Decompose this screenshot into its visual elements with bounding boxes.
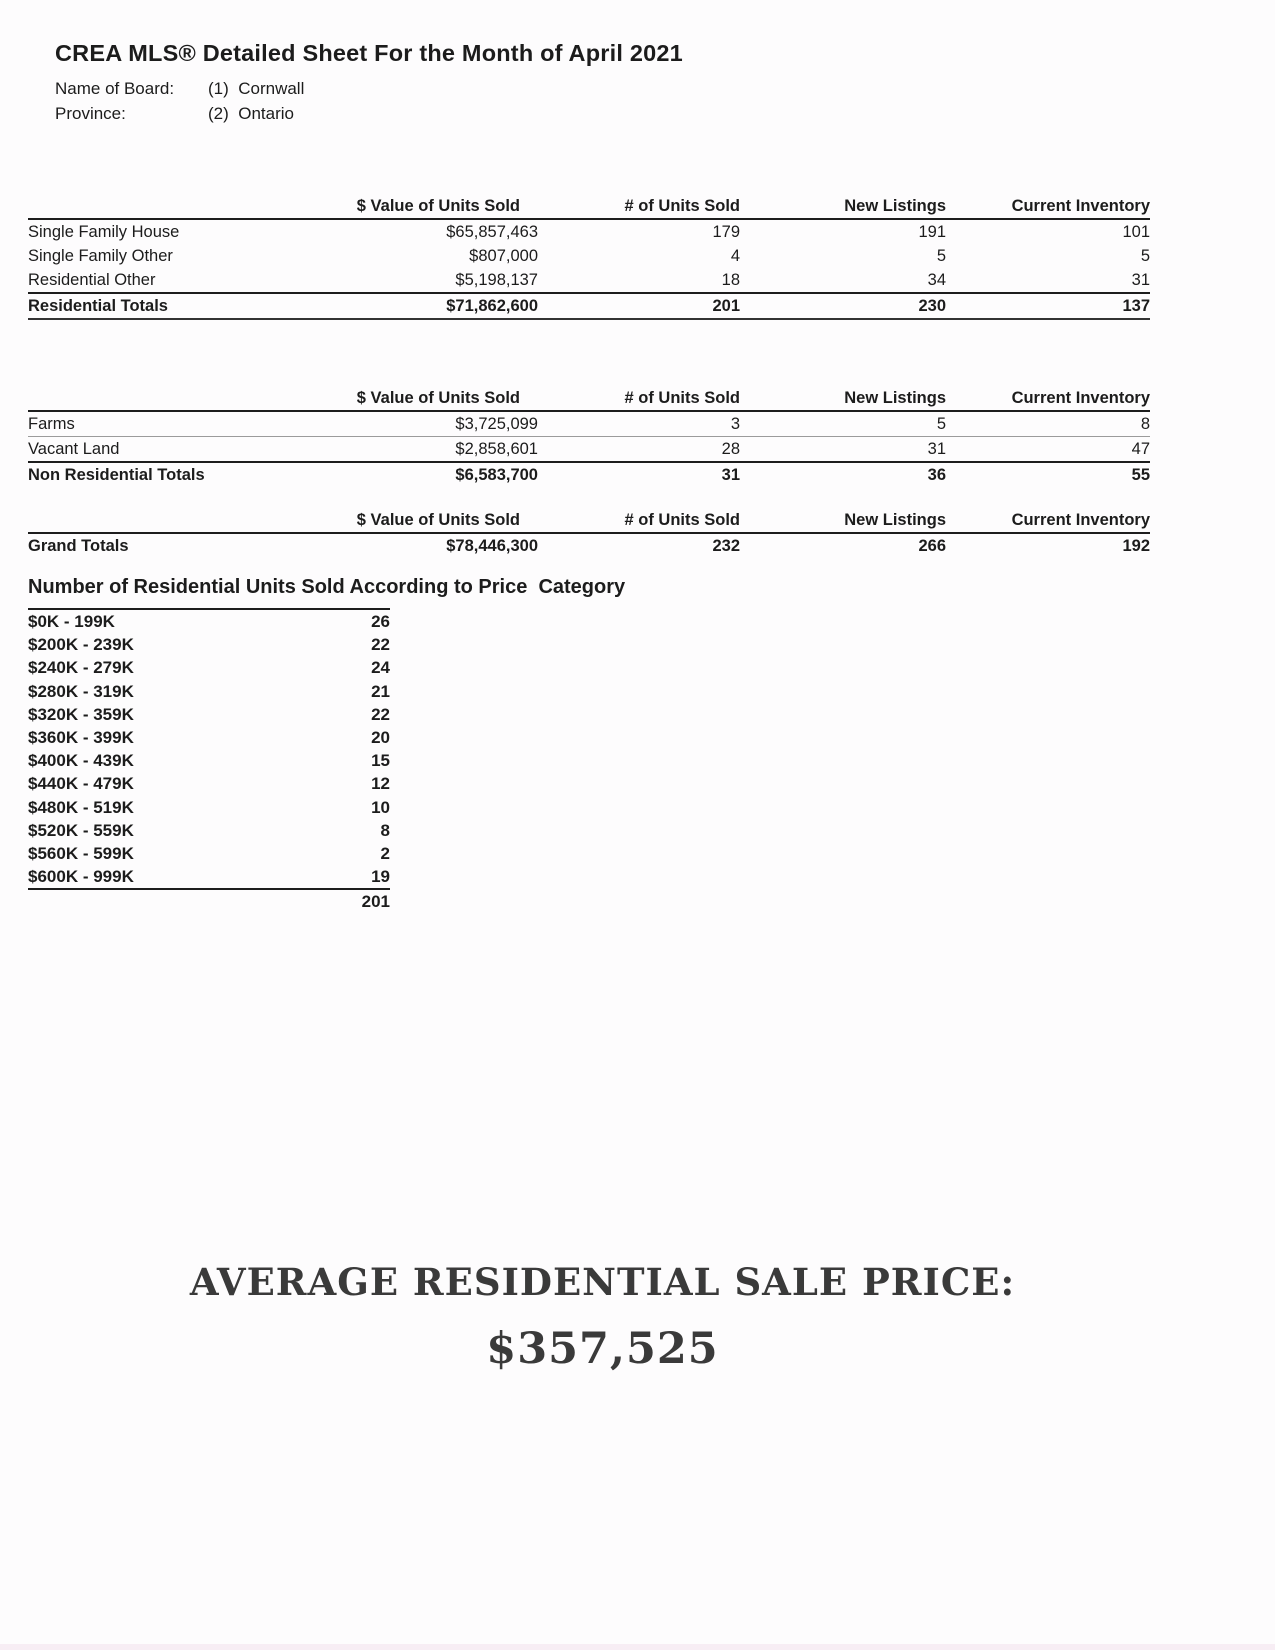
table-row [28, 244, 1150, 268]
price-range-count: 22 [371, 635, 390, 655]
board-row [55, 76, 683, 101]
table-row [28, 437, 1150, 463]
price-range-count: 2 [380, 844, 390, 864]
row-label: Vacant Land [28, 440, 120, 458]
cell-inventory: 192 [1122, 537, 1150, 555]
price-range-label: $200K - 239K [28, 635, 134, 655]
column-header-new-listings: New Listings [740, 194, 946, 219]
cell-value-sold: $2,858,601 [455, 440, 538, 458]
price-range-count: 19 [371, 867, 390, 887]
column-header-value-sold: $ Value of Units Sold [328, 194, 538, 219]
cell-inventory: 101 [1122, 223, 1150, 241]
column-header-current-inventory: Current Inventory [946, 508, 1150, 533]
row-label: Grand Totals [28, 537, 129, 555]
price-range-label: $600K - 999K [28, 867, 134, 887]
row-label: Non Residential Totals [28, 462, 328, 487]
column-header-current-inventory: Current Inventory [946, 194, 1150, 219]
price-range-label: $320K - 359K [28, 704, 134, 724]
cell-value-sold: $807,000 [469, 247, 538, 265]
price-row [28, 703, 390, 726]
price-range-count: 10 [371, 797, 390, 817]
table-row [28, 268, 1150, 293]
price-row [28, 749, 390, 772]
totals-row [28, 462, 1150, 487]
page-title: CREA MLS® Detailed Sheet For the Month of April 2021 [55, 40, 683, 66]
price-range-count: 12 [371, 774, 390, 794]
cell-value-sold: $3,725,099 [328, 411, 538, 437]
cell-new-listings: 34 [927, 271, 946, 289]
totals-row [28, 293, 1150, 319]
table-header-row [28, 194, 1150, 219]
cell-inventory: 8 [946, 411, 1150, 437]
non-residential-table [28, 386, 1150, 487]
row-label: Single Family Other [28, 247, 173, 265]
cell-value-sold: $78,446,300 [446, 537, 538, 555]
price-row [28, 772, 390, 795]
board-label: Name of Board: [55, 79, 175, 98]
price-range-count: 20 [371, 728, 390, 748]
table-row [28, 411, 1150, 437]
price-range-label: $440K - 479K [28, 774, 134, 794]
price-range-count: 22 [371, 704, 390, 724]
cell-new-listings: 230 [740, 293, 946, 319]
price-range-label: $560K - 599K [28, 844, 134, 864]
price-row [28, 680, 390, 703]
row-label: Farms [28, 411, 328, 437]
column-header-current-inventory: Current Inventory [946, 386, 1150, 411]
cell-new-listings: 36 [740, 462, 946, 487]
column-header-value-sold: $ Value of Units Sold [328, 386, 538, 411]
table-row [28, 219, 1150, 244]
price-category-table [28, 608, 390, 914]
cell-inventory: 31 [1131, 271, 1150, 289]
cell-new-listings: 5 [740, 411, 946, 437]
spacer-cell [28, 386, 328, 411]
price-category-section-title: Number of Residential Units Sold According to Price Category [28, 576, 626, 598]
price-row [28, 842, 390, 865]
table-header-row [28, 508, 1150, 533]
price-range-count: 8 [380, 820, 390, 840]
scan-edge-artifact [0, 1644, 1275, 1650]
column-header-new-listings: New Listings [740, 386, 946, 411]
row-label: Single Family House [28, 223, 180, 241]
price-row [28, 865, 390, 889]
cell-units-sold: 201 [538, 293, 740, 319]
spacer-cell [28, 889, 258, 913]
price-range-label: $520K - 559K [28, 820, 134, 840]
cell-units-sold: 232 [712, 537, 740, 555]
cell-units-sold: 3 [538, 411, 740, 437]
price-range-count: 26 [371, 612, 390, 631]
document-header [55, 40, 683, 126]
price-range-label: $360K - 399K [28, 728, 134, 748]
spacer-cell [28, 508, 328, 533]
cell-new-listings: 266 [918, 537, 946, 555]
price-row [28, 633, 390, 656]
cell-new-listings: 31 [927, 440, 946, 458]
column-header-value-sold: $ Value of Units Sold [328, 508, 538, 533]
price-row [28, 819, 390, 842]
average-price-value: $357,525 [486, 1324, 719, 1374]
price-range-label: $0K - 199K [28, 612, 115, 631]
cell-inventory: 55 [946, 462, 1150, 487]
price-range-label: $280K - 319K [28, 681, 134, 701]
cell-units-sold: 18 [721, 271, 740, 289]
row-label: Residential Other [28, 271, 156, 289]
cell-inventory: 47 [1131, 440, 1150, 458]
cell-inventory: 137 [946, 293, 1150, 319]
province-label: Province: [55, 104, 126, 123]
column-header-units-sold: # of Units Sold [538, 508, 740, 533]
cell-value-sold: $71,862,600 [328, 293, 538, 319]
residential-table [28, 194, 1150, 320]
price-total-count: 201 [258, 889, 390, 913]
column-header-units-sold: # of Units Sold [538, 194, 740, 219]
province-value: (2) Ontario [208, 104, 294, 123]
column-header-new-listings: New Listings [740, 508, 946, 533]
price-range-label: $240K - 279K [28, 658, 134, 678]
price-range-count: 21 [371, 681, 390, 701]
cell-value-sold: $6,583,700 [328, 462, 538, 487]
cell-units-sold: 28 [721, 440, 740, 458]
cell-inventory: 5 [1140, 247, 1150, 265]
price-row [28, 656, 390, 679]
price-row [28, 609, 390, 633]
table-header-row [28, 386, 1150, 411]
cell-units-sold: 31 [538, 462, 740, 487]
price-row [28, 796, 390, 819]
spacer-cell [28, 194, 328, 219]
cell-units-sold: 179 [712, 223, 740, 241]
price-range-label: $480K - 519K [28, 797, 134, 817]
price-total-row [28, 889, 390, 913]
totals-row [28, 533, 1150, 558]
price-row [28, 726, 390, 749]
average-price-banner [0, 1258, 1205, 1374]
cell-value-sold: $5,198,137 [455, 271, 538, 289]
cell-units-sold: 4 [730, 247, 740, 265]
row-label: Residential Totals [28, 293, 328, 319]
price-range-count: 24 [371, 658, 390, 678]
average-price-headline: AVERAGE RESIDENTIAL SALE PRICE: [189, 1260, 1016, 1304]
price-range-label: $400K - 439K [28, 751, 134, 771]
province-row [55, 101, 683, 126]
column-header-units-sold: # of Units Sold [538, 386, 740, 411]
cell-new-listings: 5 [936, 247, 946, 265]
grand-totals-table [28, 508, 1150, 558]
board-value: (1) Cornwall [208, 79, 305, 98]
cell-new-listings: 191 [918, 223, 946, 241]
price-range-count: 15 [371, 751, 390, 771]
cell-value-sold: $65,857,463 [446, 223, 538, 241]
